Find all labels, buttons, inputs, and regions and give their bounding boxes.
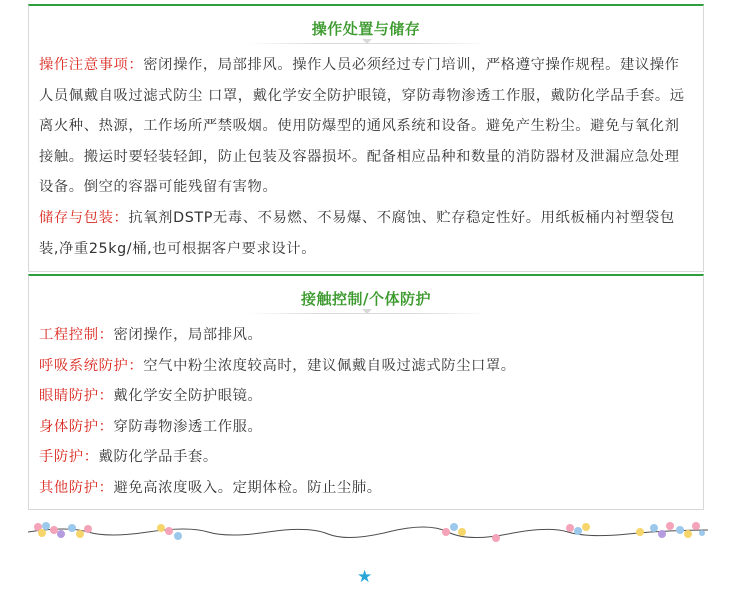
list-item	[39, 442, 693, 473]
section-header	[29, 276, 703, 320]
item-label: 呼吸系统防护：	[39, 357, 144, 374]
caret-down-icon	[362, 39, 372, 44]
list-item	[39, 412, 693, 443]
section-header	[29, 6, 703, 50]
section-body	[29, 50, 703, 264]
list-item	[39, 381, 693, 412]
section-title: 接触控制/个体防护	[301, 290, 431, 308]
caret-down-icon	[362, 309, 372, 314]
storage-section	[28, 4, 704, 272]
storage-text: 抗氧剂DSTP无毒、不易燃、不易爆、不腐蚀、贮存稳定性好。用纸板桶内衬塑袋包装,净重25kg/桶,也可根据客户要求设计。	[39, 209, 675, 257]
item-text: 空气中粉尘浓度较高时，建议佩戴自吸过滤式防尘口罩。	[143, 357, 516, 374]
handling-paragraph	[39, 50, 693, 203]
list-item	[39, 320, 693, 351]
item-text: 避免高浓度吸入。定期体检。防止尘肺。	[113, 479, 382, 496]
item-text: 穿防毒物渗透工作服。	[113, 418, 263, 435]
storage-paragraph	[39, 203, 693, 264]
list-item	[39, 473, 693, 504]
item-text: 戴化学安全防护眼镜。	[113, 388, 263, 404]
item-label: 工程控制：	[39, 327, 114, 343]
item-label: 其他防护：	[39, 479, 114, 496]
item-label: 身体防护：	[39, 418, 114, 435]
list-item	[39, 351, 693, 382]
protection-list	[29, 320, 703, 503]
storage-label: 储存与包装：	[39, 209, 129, 226]
flower-vine-divider-icon	[28, 516, 708, 552]
star-icon: ★	[357, 567, 373, 587]
item-label: 眼睛防护：	[39, 388, 114, 404]
protection-section	[28, 274, 704, 510]
item-text: 密闭操作，局部排风。	[113, 327, 263, 343]
item-text: 戴防化学品手套。	[98, 449, 218, 465]
item-label: 手防护：	[39, 449, 99, 465]
handling-label: 操作注意事项：	[39, 57, 144, 73]
handling-text: 密闭操作，局部排风。操作人员必须经过专门培训，严格遵守操作规程。建议操作人员佩戴自吸过滤式防尘 口罩，戴化学安全防护眼镜，穿防毒物渗透工作服，戴防化学品手套。远离火种、热源，工作场所严禁吸烟。使用防爆型的通风系统和设备。避免产生粉尘。避免与氧化剂接触。搬运时要轻装轻卸，防止包装及容器损坏。配备相应品种和数量的消防器材及泄漏应急处理设备。倒空的容器可能残留有害物。	[39, 57, 685, 196]
section-title: 操作处置与储存	[311, 20, 421, 38]
